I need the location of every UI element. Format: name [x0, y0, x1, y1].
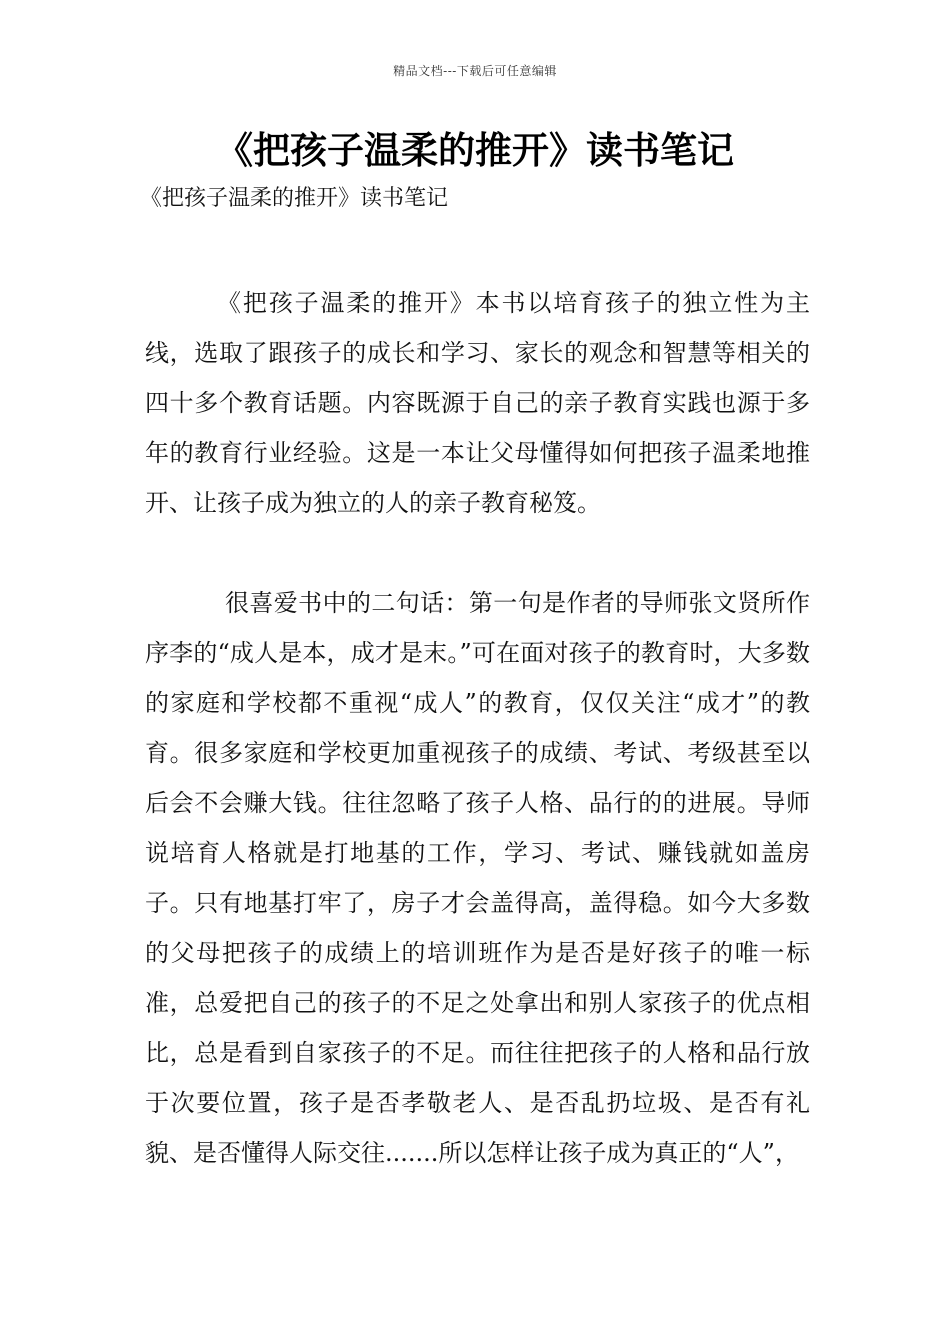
- document-subtitle: 《把孩子温柔的推开》读书笔记: [140, 186, 449, 211]
- header-note: 精品文档---下载后可任意编辑: [393, 64, 557, 78]
- body-paragraph-2: 很喜爱书中的二句话：第一句是作者的导师张文贤所作序李的“成人是本，成才是末。”可在面对孩子的教育时，大多数的家庭和学校都不重视“成人”的教育，仅仅关注“成才”的教育。很多家庭和学校更加重视孩子的成绩、考试、考级甚至以后会不会赚大钱。往往忽略了孩子人格、品行的的进展。导师说培育人格就是打地基的工作，学习、考试、赚钱就如盖房子。只有地基打牢了，房子才会盖得高，盖得稳。如今大多数的父母把孩子的成绩上的培训班作为是否是好孩子的唯一标准，总爱把自己的孩子的不足之处拿出和别人家孩子的优点相比，总是看到自家孩子的不足。而往往把孩子的人格和品行放于次要位置，孩子是否孝敬老人、是否乱扔垃圾、是否有礼貌、是否懂得人际交往.......所以怎样让孩子成为真正的“人”，: [145, 589, 810, 1167]
- document-title: 《把孩子温柔的推开》读书笔记: [216, 128, 734, 172]
- body-paragraph-1: 《把孩子温柔的推开》本书以培育孩子的独立性为主线，选取了跟孩子的成长和学习、家长的观念和智慧等相关的四十多个教育话题。内容既源于自己的亲子教育实践也源于多年的教育行业经验。这是一本让父母懂得如何把孩子温柔地推开、让孩子成为独立的人的亲子教育秘笈。: [145, 289, 810, 517]
